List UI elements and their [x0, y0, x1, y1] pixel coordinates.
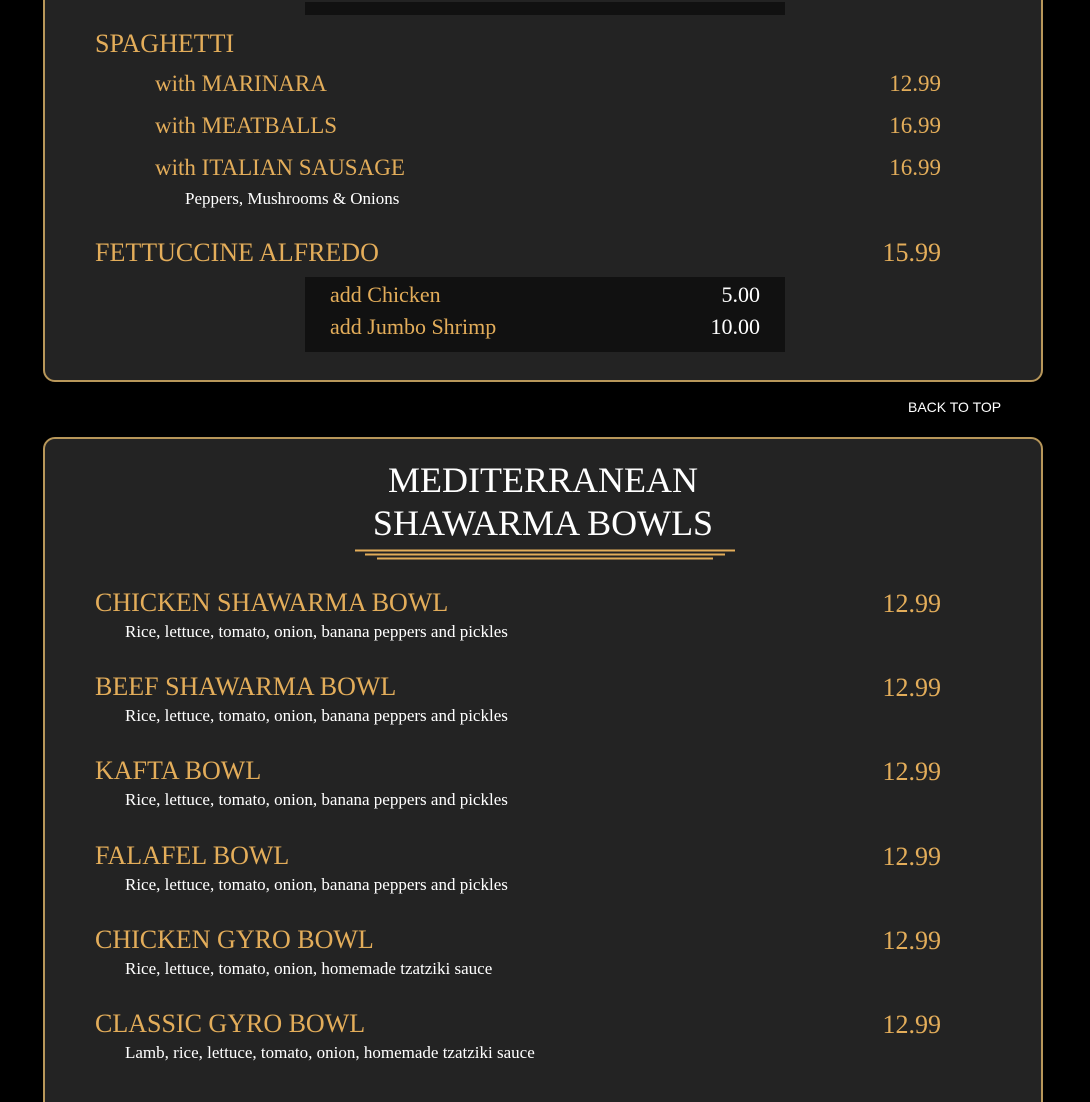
addon-chicken-price: 5.00: [721, 282, 760, 307]
spaghetti-heading: SPAGHETTI: [95, 29, 235, 58]
section-title-line1: MEDITERRANEAN: [388, 460, 698, 500]
bowl-description: Rice, lettuce, tomato, onion, banana peppers and pickles: [125, 706, 508, 725]
bowl-description: Rice, lettuce, tomato, onion, banana peppers and pickles: [125, 875, 508, 894]
shawarma-bowls-panel: [43, 437, 1043, 1102]
bowl-name: CHICKEN SHAWARMA BOWL: [95, 588, 449, 617]
addon-shrimp-name: add Jumbo Shrimp: [330, 314, 497, 339]
section-title: [45, 459, 1041, 545]
spaghetti-sausage-name: with ITALIAN SAUSAGE: [155, 155, 405, 180]
fettuccine-price: 15.99: [882, 238, 941, 267]
spaghetti-meatballs-price: 16.99: [889, 113, 941, 138]
spaghetti-marinara-price: 12.99: [889, 71, 941, 96]
title-underline-ornament: [355, 549, 735, 561]
back-to-top-link[interactable]: BACK TO TOP: [908, 399, 1002, 415]
bowl-price: 12.99: [882, 757, 941, 786]
addon-shrimp-price: 10.00: [710, 314, 760, 339]
spaghetti-sausage-price: 16.99: [889, 155, 941, 180]
bowl-name: KAFTA BOWL: [95, 756, 262, 785]
fettuccine-addons-box: [305, 277, 785, 352]
bowl-description: Rice, lettuce, tomato, onion, banana peppers and pickles: [125, 622, 508, 641]
bowl-price: 12.99: [882, 926, 941, 955]
spaghetti-sausage-description: Peppers, Mushrooms & Onions: [185, 189, 400, 208]
bowl-name: CLASSIC GYRO BOWL: [95, 1009, 366, 1038]
bowl-description: Rice, lettuce, tomato, onion, homemade tzatziki sauce: [125, 959, 493, 978]
spaghetti-meatballs-name: with MEATBALLS: [155, 113, 338, 138]
section-title-line2: SHAWARMA BOWLS: [372, 503, 714, 543]
bowl-price: 12.99: [882, 1010, 941, 1039]
pasta-menu-panel: [43, 0, 1043, 382]
addon-shrimp-row: [330, 314, 760, 340]
bowl-name: FALAFEL BOWL: [95, 841, 290, 870]
spaghetti-marinara-name: with MARINARA: [155, 71, 327, 96]
bowl-price: 12.99: [882, 673, 941, 702]
bowl-description: Rice, lettuce, tomato, onion, banana peppers and pickles: [125, 790, 508, 809]
fettuccine-name: FETTUCCINE ALFREDO: [95, 238, 379, 267]
bowl-description: Lamb, rice, lettuce, tomato, onion, homemade tzatziki sauce: [125, 1043, 535, 1062]
bowl-name: BEEF SHAWARMA BOWL: [95, 672, 397, 701]
bowl-price: 12.99: [882, 842, 941, 871]
addon-chicken-name: add Chicken: [330, 282, 441, 307]
bowl-name: CHICKEN GYRO BOWL: [95, 925, 374, 954]
bowl-price: 12.99: [882, 589, 941, 618]
addon-chicken-row: [330, 282, 760, 308]
addon-box-partial: [305, 2, 785, 15]
